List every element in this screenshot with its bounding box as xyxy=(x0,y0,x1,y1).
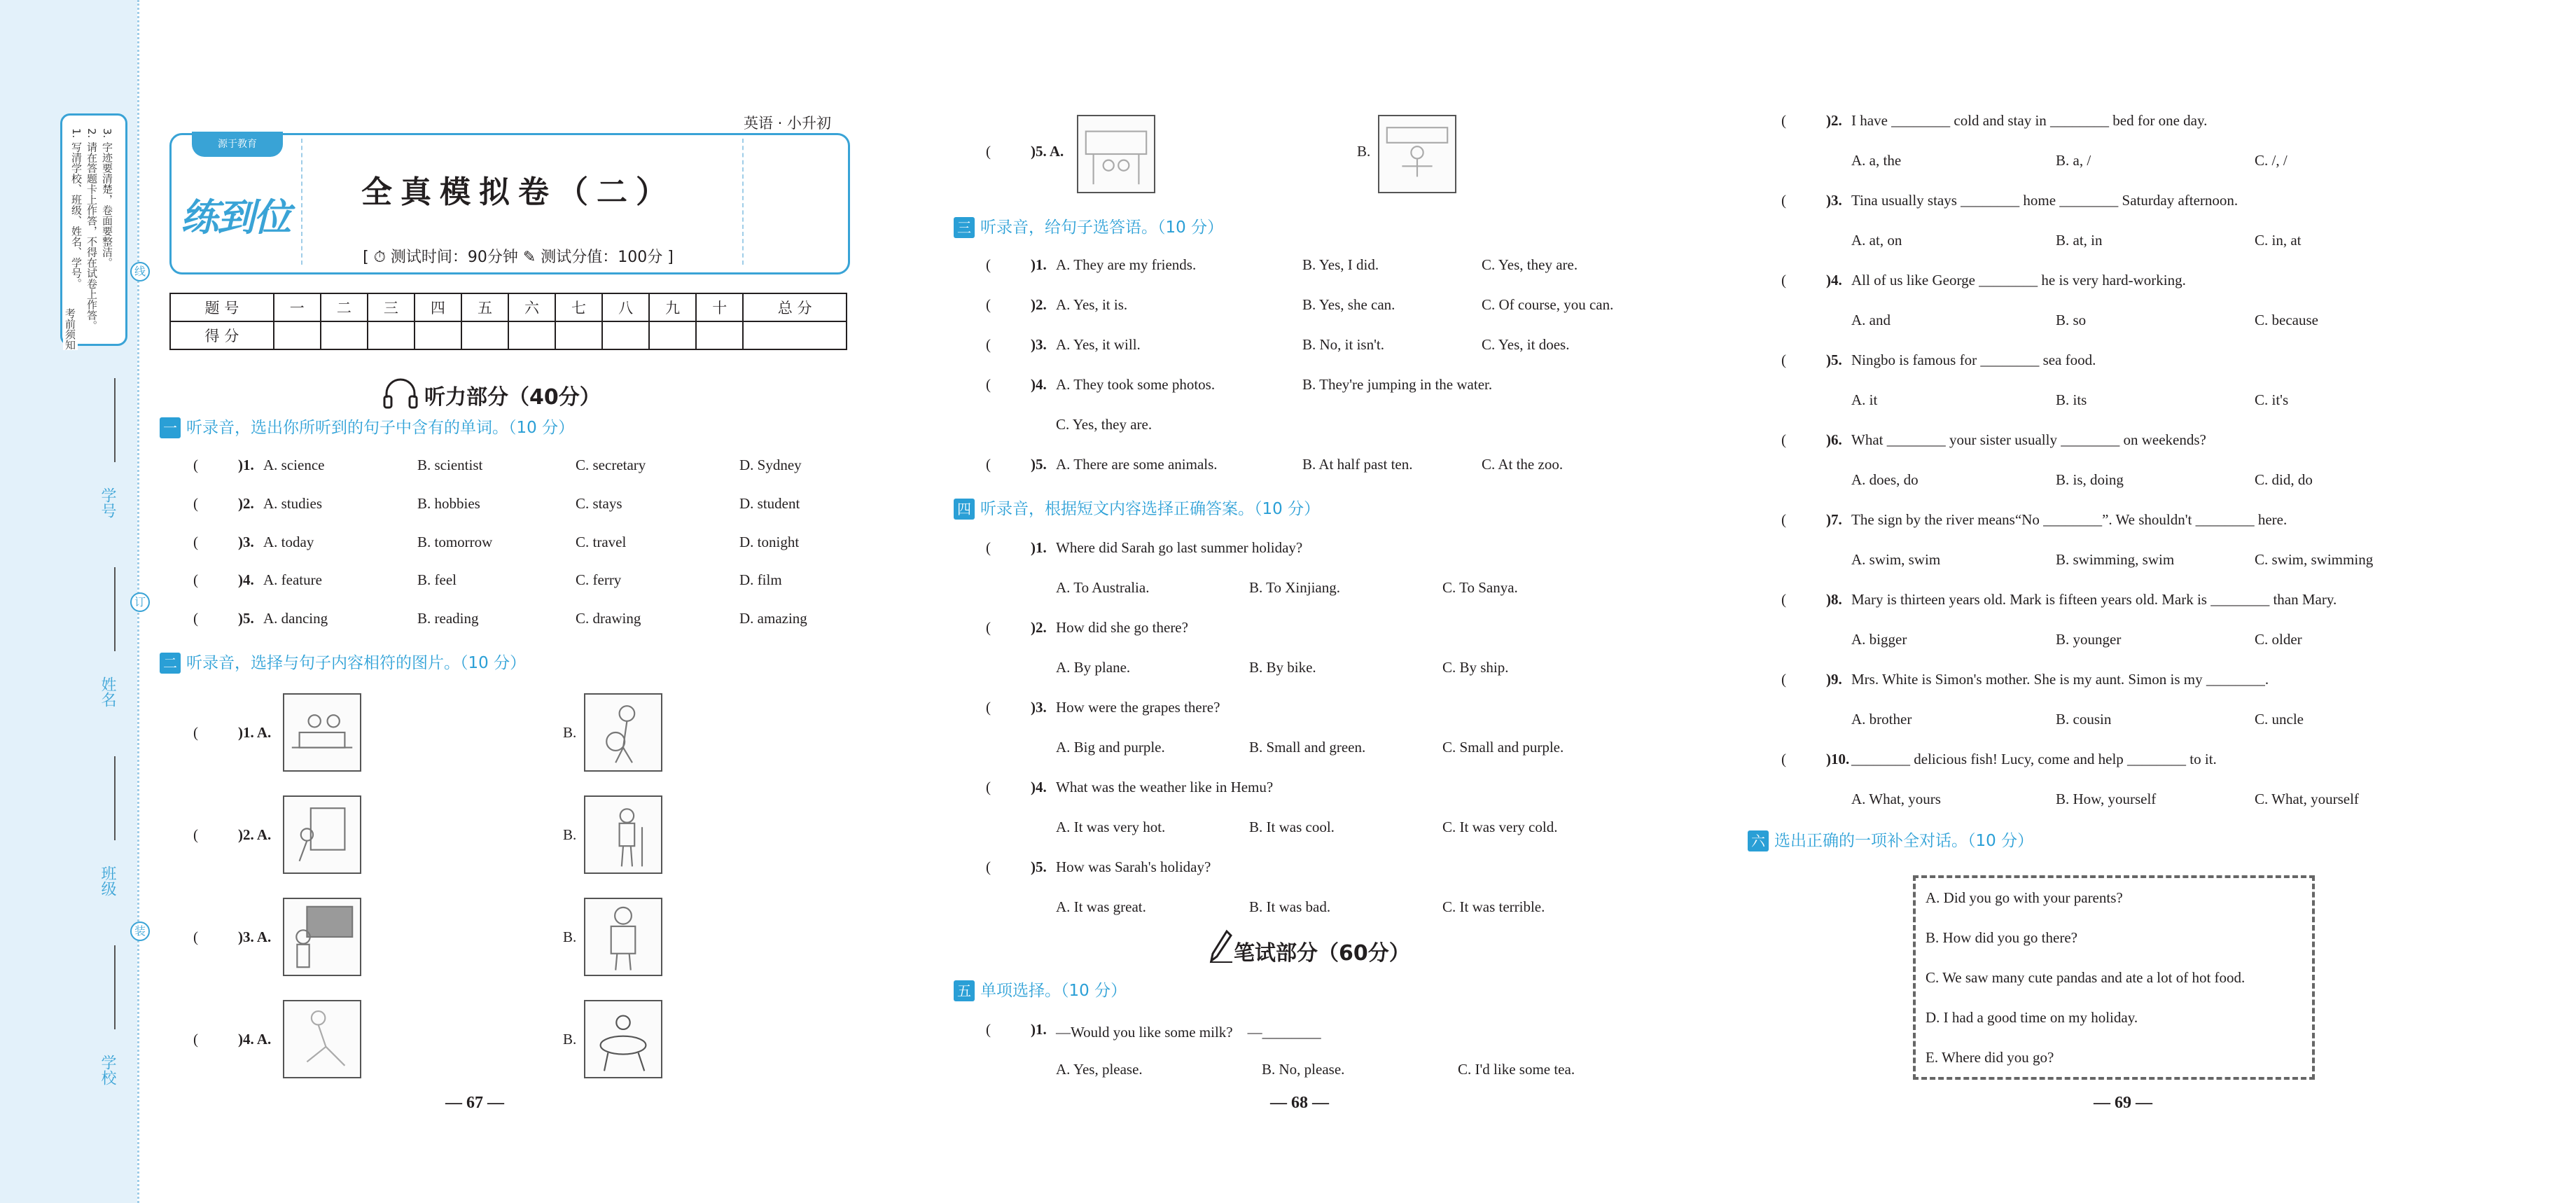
section-number: 四 xyxy=(954,499,975,520)
score-blank[interactable] xyxy=(743,321,847,349)
option-b[interactable]: B. hobbies xyxy=(417,495,480,512)
option-c[interactable]: C. travel xyxy=(576,534,627,550)
option-b[interactable]: B. Small and green. xyxy=(1249,739,1366,756)
option-a[interactable]: A. and xyxy=(1851,312,1891,328)
section-title: 听录音，选出你所听到的句子中含有的单词。（10 分） xyxy=(186,419,575,437)
option-b-label: B. xyxy=(563,826,577,843)
option-a[interactable]: A. To Australia. xyxy=(1056,579,1150,596)
score-header-row xyxy=(170,293,847,321)
question-number: )1. xyxy=(238,457,254,473)
question-text: Mary is thirteen years old. Mark is fifteen years old. Mark is ________ than Mary. xyxy=(1851,591,2337,608)
question-number: )2. A. xyxy=(238,826,272,843)
option-a[interactable]: A. swim, swim xyxy=(1851,551,1941,568)
question-number: )5. xyxy=(1826,352,1842,368)
option-b[interactable]: B. is, doing xyxy=(2056,471,2124,488)
option-b[interactable]: B. a, / xyxy=(2056,152,2091,169)
binding-mark-order: 订 xyxy=(130,592,150,612)
score-blank[interactable] xyxy=(696,321,743,349)
number-line xyxy=(114,378,116,462)
score-cell: 二 xyxy=(321,293,368,321)
option-c[interactable]: C. older xyxy=(2255,631,2302,648)
option-c[interactable]: C. because xyxy=(2255,312,2318,328)
option-b[interactable]: B. At half past ten. xyxy=(1302,456,1413,473)
option-a[interactable]: A. science xyxy=(263,457,325,473)
option-c[interactable]: C. swim, swimming xyxy=(2255,551,2374,568)
picture-option-a[interactable] xyxy=(283,795,361,874)
option-a[interactable]: A. feature xyxy=(263,571,322,588)
question-text: All of us like George ________ he is very hard-working. xyxy=(1851,272,2186,288)
dialog-option[interactable]: C. We saw many cute pandas and ate a lot of hot food. xyxy=(1926,969,2246,986)
picture-option-a[interactable] xyxy=(283,1000,361,1078)
option-c[interactable]: C. Yes, they are. xyxy=(1482,256,1578,273)
section-6-heading xyxy=(1748,828,2033,851)
option-a[interactable]: A. Yes, it will. xyxy=(1056,336,1141,353)
section-2-heading xyxy=(160,650,526,674)
name-line xyxy=(114,567,116,651)
logo-word: 练到位 xyxy=(181,195,290,239)
section-number: 二 xyxy=(160,653,181,674)
option-d[interactable]: D. tonight xyxy=(739,534,800,550)
option-a[interactable]: A. What, yours xyxy=(1851,791,1941,807)
question-number: )2. xyxy=(1826,112,1842,129)
section-1-heading xyxy=(160,415,574,438)
notice-line-1: 1. 写清学校、班级、姓名、学号。 xyxy=(70,128,83,289)
notice-line-2: 2. 请在答题卡上作答，不得在试卷上作答。 xyxy=(85,128,98,331)
headphones-icon xyxy=(382,377,419,412)
score-cell: 题 号 xyxy=(170,293,274,321)
score-blank[interactable] xyxy=(461,321,508,349)
score-blank[interactable] xyxy=(368,321,415,349)
option-c[interactable]: C. it's xyxy=(2255,391,2289,408)
score-cell: 总 分 xyxy=(743,293,847,321)
option-c[interactable]: C. drawing xyxy=(576,610,641,627)
option-c[interactable]: C. Small and purple. xyxy=(1442,739,1564,756)
dialog-option[interactable]: E. Where did you go? xyxy=(1926,1049,2054,1066)
option-c[interactable]: C. It was terrible. xyxy=(1442,898,1545,915)
picture-option-b[interactable] xyxy=(584,795,662,874)
writing-part-heading: 笔试部分（60分） xyxy=(1234,941,1410,966)
option-a[interactable]: A. at, on xyxy=(1851,232,1902,249)
question-number: )4. xyxy=(238,571,254,588)
option-c[interactable]: C. It was very cold. xyxy=(1442,819,1558,835)
option-b[interactable]: B. Yes, she can. xyxy=(1302,296,1395,313)
question-text: The sign by the river means“No ________”. We shouldn't ________ here. xyxy=(1851,511,2288,528)
school-line xyxy=(114,945,116,1029)
picture-option-a[interactable] xyxy=(1077,115,1155,193)
option-b-label: B. xyxy=(563,724,577,741)
option-a[interactable]: A. does, do xyxy=(1851,471,1919,488)
option-a[interactable]: A. bigger xyxy=(1851,631,1907,648)
option-b-label: B. xyxy=(563,929,577,945)
option-a[interactable]: A. it xyxy=(1851,391,1878,408)
option-d[interactable]: D. student xyxy=(739,495,800,512)
score-blank[interactable] xyxy=(602,321,649,349)
score-cell: 四 xyxy=(415,293,461,321)
card-divider xyxy=(301,139,302,265)
picture-option-a[interactable] xyxy=(283,898,361,976)
question-text: What ________ your sister usually ________ on weekends? xyxy=(1851,431,2206,448)
question-number: )3. xyxy=(1031,336,1047,353)
question-number: )1. xyxy=(1031,539,1047,556)
option-a[interactable]: A. dancing xyxy=(263,610,328,627)
question-number: )2. xyxy=(1031,619,1047,636)
option-b[interactable]: B. To Xinjiang. xyxy=(1249,579,1340,596)
question-number: )9. xyxy=(1826,671,1842,688)
option-a[interactable]: A. It was very hot. xyxy=(1056,819,1166,835)
option-c[interactable]: C. What, yourself xyxy=(2255,791,2359,807)
question-text: What was the weather like in Hemu? xyxy=(1056,779,1274,795)
option-c[interactable]: C. /, / xyxy=(2255,152,2288,169)
option-b[interactable]: B. its xyxy=(2056,391,2087,408)
option-b[interactable]: B. scientist xyxy=(417,457,483,473)
question-number: )3. xyxy=(238,534,254,550)
section-title: 选出正确的一项补全对话。（10 分） xyxy=(1774,832,2034,850)
card-divider-right xyxy=(742,139,744,265)
score-cell: 六 xyxy=(508,293,555,321)
question-text: ________ delicious fish! Lucy, come and help ________ to it. xyxy=(1851,751,2217,767)
class-line xyxy=(114,756,116,840)
option-c[interactable]: C. ferry xyxy=(576,571,622,588)
option-b[interactable]: B. younger xyxy=(2056,631,2122,648)
paper-title: 全真模拟卷（二） xyxy=(361,175,675,209)
field-number: 学号 xyxy=(99,487,116,518)
option-c[interactable]: C. uncle xyxy=(2255,711,2304,728)
question-number: )4. xyxy=(1031,376,1047,393)
option-a[interactable]: A. brother xyxy=(1851,711,1912,728)
option-c[interactable]: C. By ship. xyxy=(1442,659,1509,676)
field-name: 姓名 xyxy=(99,676,116,707)
listening-part-heading: 听力部分（40分） xyxy=(424,385,601,410)
section-5-heading xyxy=(954,978,1127,1001)
score-blank[interactable] xyxy=(274,321,321,349)
logo-badge: 源于教育 xyxy=(192,132,283,157)
option-c[interactable]: C. To Sanya. xyxy=(1442,579,1518,596)
option-c[interactable]: C. stays xyxy=(576,495,622,512)
option-c[interactable]: C. I'd like some tea. xyxy=(1458,1061,1575,1078)
score-label: 得 分 xyxy=(170,321,274,349)
question-number: )5. xyxy=(1031,456,1047,473)
section-title: 听录音，根据短文内容选择正确答案。（10 分） xyxy=(980,500,1321,518)
question-number: )3. xyxy=(1826,192,1842,209)
dialog-options-box xyxy=(1913,875,2315,1080)
option-b[interactable]: B. cousin xyxy=(2056,711,2112,728)
question-number: )2. xyxy=(238,495,254,512)
section-title: 听录音，给句子选答语。（10 分） xyxy=(980,218,1224,237)
question-number: )1. A. xyxy=(238,724,272,741)
question-number: )10. xyxy=(1826,751,1850,767)
section-number: 三 xyxy=(954,217,975,238)
option-b[interactable]: B. No, it isn't. xyxy=(1302,336,1384,353)
option-b[interactable]: B. By bike. xyxy=(1249,659,1316,676)
field-school: 学校 xyxy=(99,1055,116,1085)
option-c[interactable]: C. Of course, you can. xyxy=(1482,296,1614,313)
option-b[interactable]: B. They're jumping in the water. xyxy=(1302,376,1493,393)
option-d[interactable]: D. film xyxy=(739,571,782,588)
question-number: )3. xyxy=(1031,699,1047,716)
score-blank[interactable] xyxy=(508,321,555,349)
score-blank[interactable] xyxy=(555,321,602,349)
question-text: —Would you like some milk? —________ xyxy=(1056,1024,1321,1041)
section-3-heading xyxy=(954,214,1223,238)
question-number: )1. xyxy=(1031,256,1047,273)
question-number: )5. xyxy=(1031,858,1047,875)
section-4-heading xyxy=(954,496,1320,520)
option-d[interactable]: D. Sydney xyxy=(739,457,802,473)
question-number: )4. xyxy=(1826,272,1842,288)
question-number: )7. xyxy=(1826,511,1842,528)
option-c[interactable]: C. did, do xyxy=(2255,471,2313,488)
question-text: I have ________ cold and stay in ________ bed for one day. xyxy=(1851,112,2208,129)
section-title: 单项选择。（10 分） xyxy=(980,982,1127,1000)
score-cell: 七 xyxy=(555,293,602,321)
option-b-label: B. xyxy=(563,1031,577,1048)
option-a[interactable]: A. a, the xyxy=(1851,152,1902,169)
option-c[interactable]: C. Yes, it does. xyxy=(1482,336,1570,353)
option-a[interactable]: A. By plane. xyxy=(1056,659,1131,676)
binding-mark-line: 线 xyxy=(130,262,150,281)
question-number: )8. xyxy=(1826,591,1842,608)
score-cell: 一 xyxy=(274,293,321,321)
brand-logo xyxy=(176,132,297,263)
option-a[interactable]: A. studies xyxy=(263,495,322,512)
question-text: How was Sarah's holiday? xyxy=(1056,858,1211,875)
section-title: 听录音，选择与句子内容相符的图片。（10 分） xyxy=(186,654,527,672)
score-cell: 五 xyxy=(461,293,508,321)
option-a[interactable]: A. Big and purple. xyxy=(1056,739,1165,756)
question-number: )5. A. xyxy=(1031,143,1064,160)
option-b[interactable]: B. How, yourself xyxy=(2056,791,2157,807)
option-a[interactable]: A. It was great. xyxy=(1056,898,1146,915)
option-a[interactable]: A. Yes, please. xyxy=(1056,1061,1143,1078)
section-number: 六 xyxy=(1748,830,1769,851)
option-c[interactable]: C. At the zoo. xyxy=(1482,456,1564,473)
score-value-row xyxy=(170,321,847,349)
score-blank[interactable] xyxy=(415,321,461,349)
option-c[interactable]: C. in, at xyxy=(2255,232,2302,249)
question-text: Mrs. White is Simon's mother. She is my aunt. Simon is my ________. xyxy=(1851,671,2269,688)
option-b[interactable]: B. swimming, swim xyxy=(2056,551,2175,568)
score-blank[interactable] xyxy=(649,321,696,349)
option-b[interactable]: B. It was cool. xyxy=(1249,819,1335,835)
score-cell: 九 xyxy=(649,293,696,321)
option-c[interactable]: C. Yes, they are. xyxy=(1056,416,1153,433)
option-b[interactable]: B. at, in xyxy=(2056,232,2103,249)
section-number: 五 xyxy=(954,980,975,1001)
option-a[interactable]: A. today xyxy=(263,534,314,550)
field-class: 班级 xyxy=(99,865,116,896)
test-info: [ ⏱ 测试时间：90分钟 ✎ 测试分值：100分 ] xyxy=(363,249,674,266)
notice-label: 考前须知 xyxy=(64,308,76,350)
option-b-label: B. xyxy=(1357,143,1371,160)
question-number: )6. xyxy=(1826,431,1842,448)
dialog-option[interactable]: D. I had a good time on my holiday. xyxy=(1926,1009,2138,1026)
option-b[interactable]: B. feel xyxy=(417,571,457,588)
option-a[interactable]: A. They are my friends. xyxy=(1056,256,1197,273)
picture-option-b[interactable] xyxy=(1378,115,1456,193)
pen-icon xyxy=(1209,929,1234,967)
picture-option-b[interactable] xyxy=(584,693,662,772)
page-number: — 67 — xyxy=(445,1094,504,1112)
option-a[interactable]: A. Yes, it is. xyxy=(1056,296,1128,313)
score-blank[interactable] xyxy=(321,321,368,349)
picture-option-b[interactable] xyxy=(584,1000,662,1078)
question-text: Where did Sarah go last summer holiday? xyxy=(1056,539,1303,556)
option-b[interactable]: B. so xyxy=(2056,312,2087,328)
question-number: )4. xyxy=(1031,779,1047,795)
option-b[interactable]: B. It was bad. xyxy=(1249,898,1331,915)
option-b[interactable]: B. Yes, I did. xyxy=(1302,256,1379,273)
option-b[interactable]: B. No, please. xyxy=(1262,1061,1345,1078)
score-cell: 十 xyxy=(696,293,743,321)
question-number: )4. A. xyxy=(238,1031,272,1048)
question-number: )1. xyxy=(1031,1021,1047,1038)
question-number: )5. xyxy=(238,610,254,627)
question-number: )3. A. xyxy=(238,929,272,945)
question-text: How were the grapes there? xyxy=(1056,699,1220,716)
option-c[interactable]: C. secretary xyxy=(576,457,646,473)
question-text: Tina usually stays ________ home ________ Saturday afternoon. xyxy=(1851,192,2239,209)
binding-mark-bind: 装 xyxy=(130,922,150,941)
dialog-option[interactable]: B. How did you go there? xyxy=(1926,929,2077,946)
subject-label: 英语 · 小升初 xyxy=(744,115,832,132)
page-number: — 69 — xyxy=(2094,1094,2152,1112)
page-number: — 68 — xyxy=(1270,1094,1329,1112)
option-a[interactable]: A. They took some photos. xyxy=(1056,376,1216,393)
question-text: How did she go there? xyxy=(1056,619,1188,636)
section-number: 一 xyxy=(160,417,181,438)
picture-option-a[interactable] xyxy=(283,693,361,772)
picture-option-b[interactable] xyxy=(584,898,662,976)
option-b[interactable]: B. tomorrow xyxy=(417,534,493,550)
option-a[interactable]: A. There are some animals. xyxy=(1056,456,1218,473)
dialog-option[interactable]: A. Did you go with your parents? xyxy=(1926,889,2123,906)
notice-line-3: 3. 字迹要清楚，卷面要整洁。 xyxy=(101,128,113,268)
score-cell: 八 xyxy=(602,293,649,321)
score-cell: 三 xyxy=(368,293,415,321)
question-text: Ningbo is famous for ________ sea food. xyxy=(1851,352,2096,368)
option-d[interactable]: D. amazing xyxy=(739,610,807,627)
score-table xyxy=(169,293,847,350)
question-number: )2. xyxy=(1031,296,1047,313)
option-b[interactable]: B. reading xyxy=(417,610,479,627)
